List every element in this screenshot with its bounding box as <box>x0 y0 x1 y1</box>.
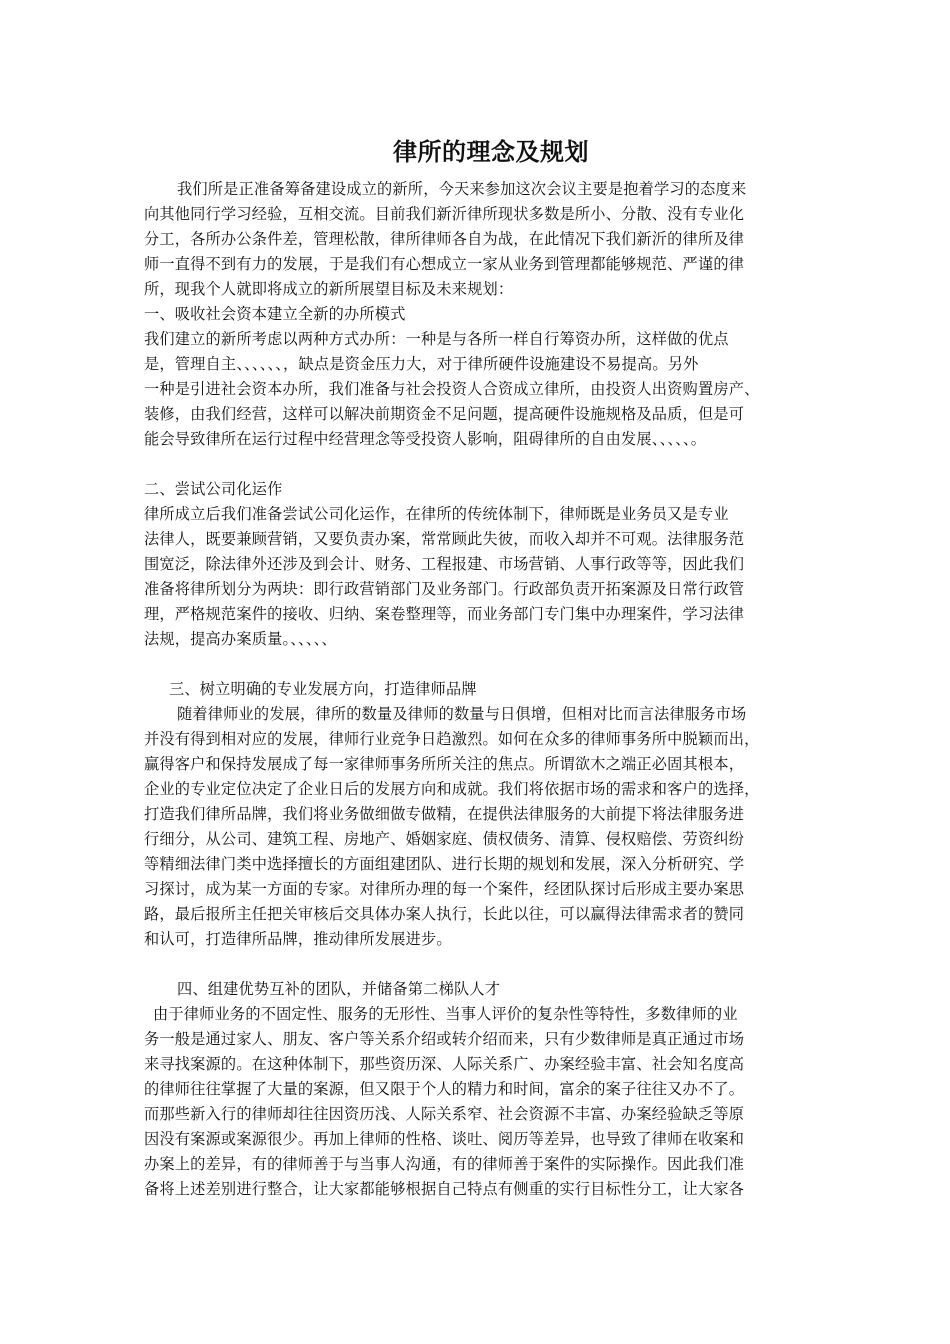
section-line: 装修，由我们经营，这样可以解决前期资金不足问题，提高硬件设施规格及品质，但是可 <box>144 405 745 423</box>
section-heading: 三、树立明确的专业发展方向，打造律师品牌 <box>169 680 477 698</box>
section-line: 围宽泛，除法律外还涉及到会计、财务、工程报建、市场营销、人事行政等等，因此我们 <box>144 555 745 573</box>
intro-line: 分工，各所办公条件差，管理松散，律所律师各自为战，在此情况下我们新沂的律所及律 <box>144 230 745 248</box>
section-line: 准备将律所划分为两块：即行政营销部门及业务部门。行政部负责开拓案源及日常行政管 <box>144 580 745 598</box>
section-line: 法律人，既要兼顾营销，又要负责办案，常常顾此失彼，而收入却并不可观。法律服务范 <box>144 530 745 548</box>
section-line: 习探讨，成为某一方面的专家。对律所办理的每一个案件，经团队探讨后形成主要办案思 <box>144 880 745 898</box>
section-line: 能会导致律所在运行过程中经营理念等受投资人影响，阻碍律所的自由发展、、、、、。 <box>144 430 707 448</box>
section-line: 和认可，打造律所品牌，推动律所发展进步。 <box>144 930 452 948</box>
section-line: 随着律师业的发展，律所的数量及律师的数量与日俱增，但相对比而言法律服务市场 <box>177 705 747 723</box>
section-line: 理，严格规范案件的接收、归纳、案卷整理等，而业务部门专门集中办理案件，学习法律 <box>144 605 745 623</box>
section-line: 并没有得到相对应的发展，律师行业竞争日趋激烈。如何在众多的律师事务所中脱颖而出， <box>144 730 760 748</box>
section-heading: 二、尝试公司化运作 <box>144 480 283 498</box>
document-title: 律所的理念及规划 <box>393 138 589 166</box>
section-line: 因没有案源或案源很少。再加上律师的性格、谈吐、阅历等差异，也导致了律师在收案和 <box>144 1130 745 1148</box>
section-line: 律所成立后我们准备尝试公司化运作，在律所的传统体制下，律师既是业务员又是专业 <box>144 505 729 523</box>
section-line: 企业的专业定位决定了企业日后的发展方向和成就。我们将依据市场的需求和客户的选择， <box>144 780 760 798</box>
section-line: 备将上述差别进行整合，让大家都能够根据自己特点有侧重的实行目标性分工，让大家各 <box>144 1180 745 1198</box>
intro-line: 师一直得不到有力的发展，于是我们有心想成立一家从业务到管理都能够规范、严谨的律 <box>144 255 745 273</box>
section-line: 打造我们律所品牌，我们将业务做细做专做精，在提供法律服务的大前提下将法律服务进 <box>144 805 745 823</box>
section-line: 而那些新入行的律师却往往因资历浅、人际关系窄、社会资源不丰富、办案经验缺乏等原 <box>144 1105 745 1123</box>
intro-line: 向其他同行学习经验，互相交流。目前我们新沂律所现状多数是所小、分散、没有专业化 <box>144 205 745 223</box>
intro-line: 所，现我个人就即将成立的新所展望目标及未来规划： <box>144 280 514 298</box>
section-line: 一种是引进社会资本办所，我们准备与社会投资人合资成立律所，由投资人出资购置房产、 <box>144 380 760 398</box>
section-line: 等精细法律门类中选择擅长的方面组建团队、进行长期的规划和发展，深入分析研究、学 <box>144 855 745 873</box>
section-line: 路，最后报所主任把关审核后交具体办案人执行，长此以往，可以赢得法律需求者的赞同 <box>144 905 745 923</box>
section-line: 赢得客户和保持发展成了每一家律师事务所所关注的焦点。所谓欲木之端正必固其根本， <box>144 755 745 773</box>
section-line: 来寻找案源的。在这种体制下，那些资历深、人际关系广、办案经验丰富、社会知名度高 <box>144 1055 745 1073</box>
section-line: 法规，提高办案质量。、、、、、 <box>144 630 337 648</box>
section-line: 我们建立的新所考虑以两种方式办所：一种是与各所一样自行筹资办所，这样做的优点 <box>144 330 729 348</box>
section-line: 是，管理自主、、、、、、，缺点是资金压力大，对于律所硬件设施建设不易提高。另外 <box>144 355 699 373</box>
section-line: 由于律师业务的不固定性、服务的无形性、当事人评价的复杂性等特性，多数律师的业 <box>153 1005 738 1023</box>
section-heading: 一、吸收社会资本建立全新的办所模式 <box>144 305 406 323</box>
section-heading: 四、组建优势互补的团队，并储备第二梯队人才 <box>177 980 501 998</box>
section-line: 办案上的差异，有的律师善于与当事人沟通，有的律师善于案件的实际操作。因此我们准 <box>144 1155 745 1173</box>
section-line: 的律师往往掌握了大量的案源，但又限于个人的精力和时间，富余的案子往往又办不了。 <box>144 1080 745 1098</box>
section-line: 务一般是通过家人、朋友、客户等关系介绍或转介绍而来，只有少数律师是真正通过市场 <box>144 1030 745 1048</box>
section-line: 行细分，从公司、建筑工程、房地产、婚姻家庭、债权债务、清算、侵权赔偿、劳资纠纷 <box>144 830 745 848</box>
intro-line: 我们所是正准备筹备建设成立的新所，今天来参加这次会议主要是抱着学习的态度来 <box>177 180 747 198</box>
